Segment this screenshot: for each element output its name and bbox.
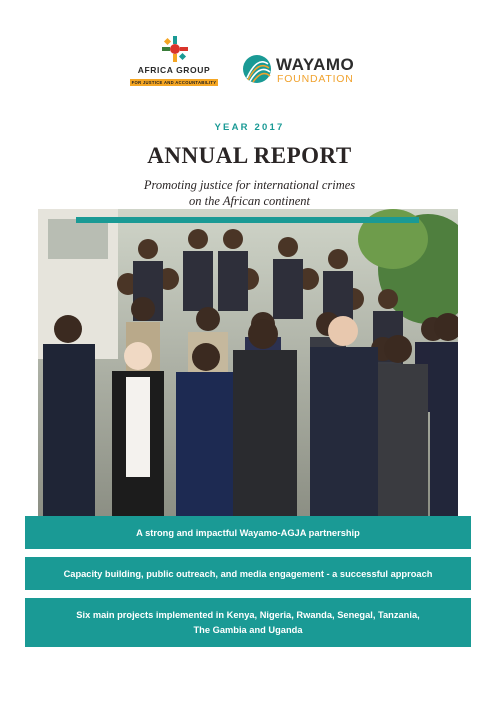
agja-name: AFRICA GROUP [137, 65, 211, 75]
banner-text: A strong and impactful Wayamo-AGJA partnership [136, 527, 360, 538]
banner-line-2: The Gambia and Uganda [193, 624, 303, 635]
banner-text: Capacity building, public outreach, and media engagement - a successful approach [63, 568, 433, 579]
highlight-banner-projects [25, 598, 471, 647]
wayamo-name: WAYAMO [276, 55, 355, 74]
subtitle-line-1: Promoting justice for international crimes [143, 178, 356, 192]
page-subtitle [0, 177, 499, 209]
agja-subtitle: FOR JUSTICE AND ACCOUNTABILITY [131, 80, 217, 85]
highlight-banner-approach [25, 557, 471, 590]
highlight-banner-partnership [25, 516, 471, 549]
group-photo [38, 209, 458, 516]
report-year: YEAR 2017 [214, 122, 285, 133]
logos-header [0, 36, 499, 92]
agja-emblem-icon [162, 36, 188, 62]
title-accent-bar [76, 217, 419, 223]
banner-line-1: Six main projects implemented in Kenya, Nigeria, Rwanda, Senegal, Tanzania, [76, 609, 420, 620]
wayamo-logo [242, 54, 372, 88]
page-title: ANNUAL REPORT [147, 143, 352, 168]
group-photo-illustration [38, 209, 458, 516]
agja-logo [128, 36, 220, 90]
wayamo-emblem-icon [242, 54, 272, 84]
subtitle-line-2: on the African continent [189, 194, 310, 208]
wayamo-subtitle: FOUNDATION [277, 73, 354, 85]
